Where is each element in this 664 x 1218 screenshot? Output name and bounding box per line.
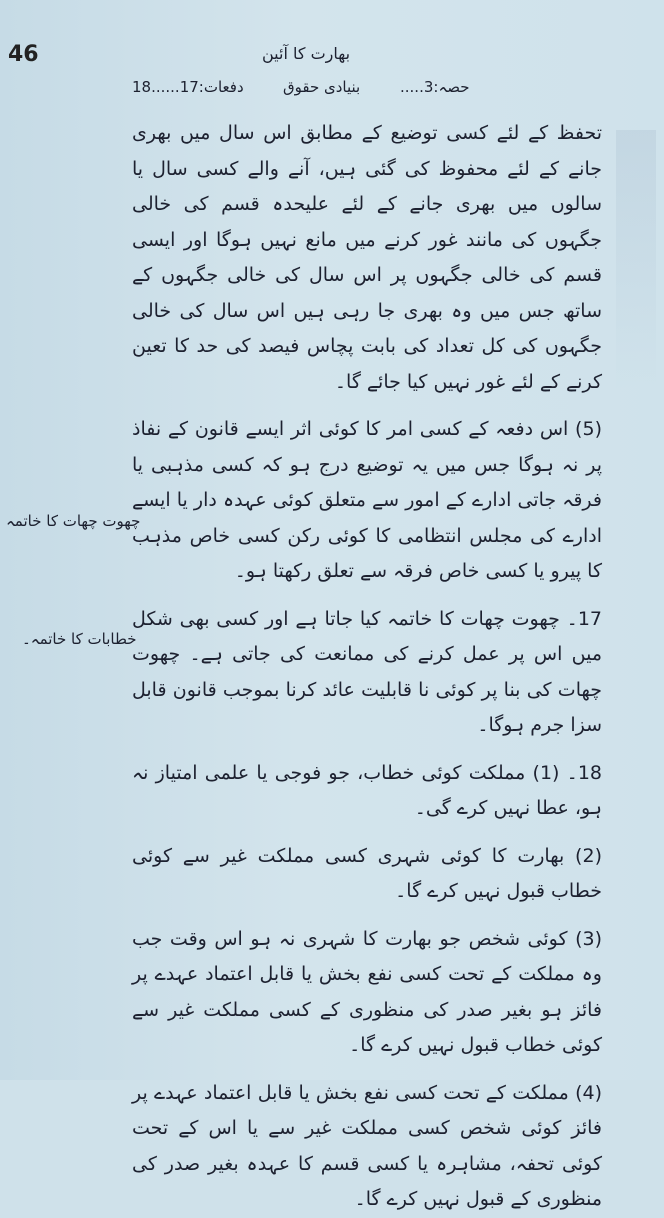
page-number: 46 (8, 42, 39, 67)
paragraph-article-17: 17۔ چھوت چھات کا خاتمہ کیا جاتا ہے اور کسی بھی شکل میں اس پر عمل کرنے کی ممانعت کی جاتی ہے۔ چھوت چھات کی بنا پر کوئی نا قابلیت عائد کرنا بموجب قانون قابل سزا جرم ہوگا۔ (132, 607, 602, 736)
chapter-label: بنیادی حقوق (283, 78, 361, 96)
paragraph-article-18-3: (3) کوئی شخص جو بھارت کا شہری نہ ہو اس وقت جب وہ مملکت کے تحت کسی نفع بخش یا قابل اعتماد عہدے پر فائز ہو بغیر صدر کی منظوری کے کسی مملکت غیر سے کوئی خطاب قبول نہیں کرے گا۔ (132, 927, 602, 1056)
paragraph-clause-5: (5) اس دفعہ کے کسی امر کا کوئی اثر ایسے قانون کے نفاذ پر نہ ہوگا جس میں یہ توضیع درج ہو کہ کسی مذہبی یا فرقہ جاتی ادارے کے امور سے متعلق کوئی عہدہ دار یا ایسے ادارے کی مجلس انتظامی کا کوئی رکن کسی خاص مذہب کا پیرو یا کسی خاص فرقہ سے تعلق رکھتا ہو۔ (132, 418, 602, 582)
page-edge-shadow (616, 130, 656, 390)
paragraph-reservation-continuation: تحفظ کے لئے کسی توضیع کے مطابق اس سال میں بھری جانے کے لئے محفوظ کی گئی ہیں، آنے والے کسی سال یا سالوں میں بھری جانے کے لئے علیحدہ قسم کی خالی جگہوں کی مانند غور کرنے میں مانع نہیں ہوگا اور ایسی قسم کی خالی جگہوں پر اس سال کی خالی جگہوں کے ساتھ جس میں وہ بھری جا رہی ہیں اس سال کی خالی جگہوں کی کل تعداد کی بابت پچاس فیصد کی حد کا تعین کرنے کے لئے غور نہیں کیا جائے گا۔ (132, 122, 602, 393)
paragraph-article-18-1: 18۔ (1) مملکت کوئی خطاب، جو فوجی یا علمی امتیاز نہ ہو، عطا نہیں کرے گی۔ (132, 761, 602, 819)
paragraph-article-18-2: (2) بھارت کا کوئی شہری کسی مملکت غیر سے کوئی خطاب قبول نہیں کرے گا۔ (132, 844, 602, 902)
book-title: بھارت کا آئین (262, 44, 351, 63)
article-text (132, 116, 602, 1218)
side-note-titles: خطابات کا خاتمہ۔ (22, 630, 137, 648)
paragraph-article-18-4: (4) مملکت کے تحت کسی نفع بخش یا قابل اعتماد عہدے پر فائز کوئی شخص کسی مملکت غیر سے یا اس کے تحت کوئی تحفہ، مشاہرہ یا کسی قسم کا عہدہ بغیر صدر کی منظوری کے قبول نہیں کرے گا۔ (132, 1081, 602, 1210)
part-label: حصہ:3..... (400, 78, 470, 96)
side-note-untouchability: چھوت چھات کا خاتمہ (6, 512, 141, 530)
articles-label: دفعات:17......18 (132, 78, 244, 96)
